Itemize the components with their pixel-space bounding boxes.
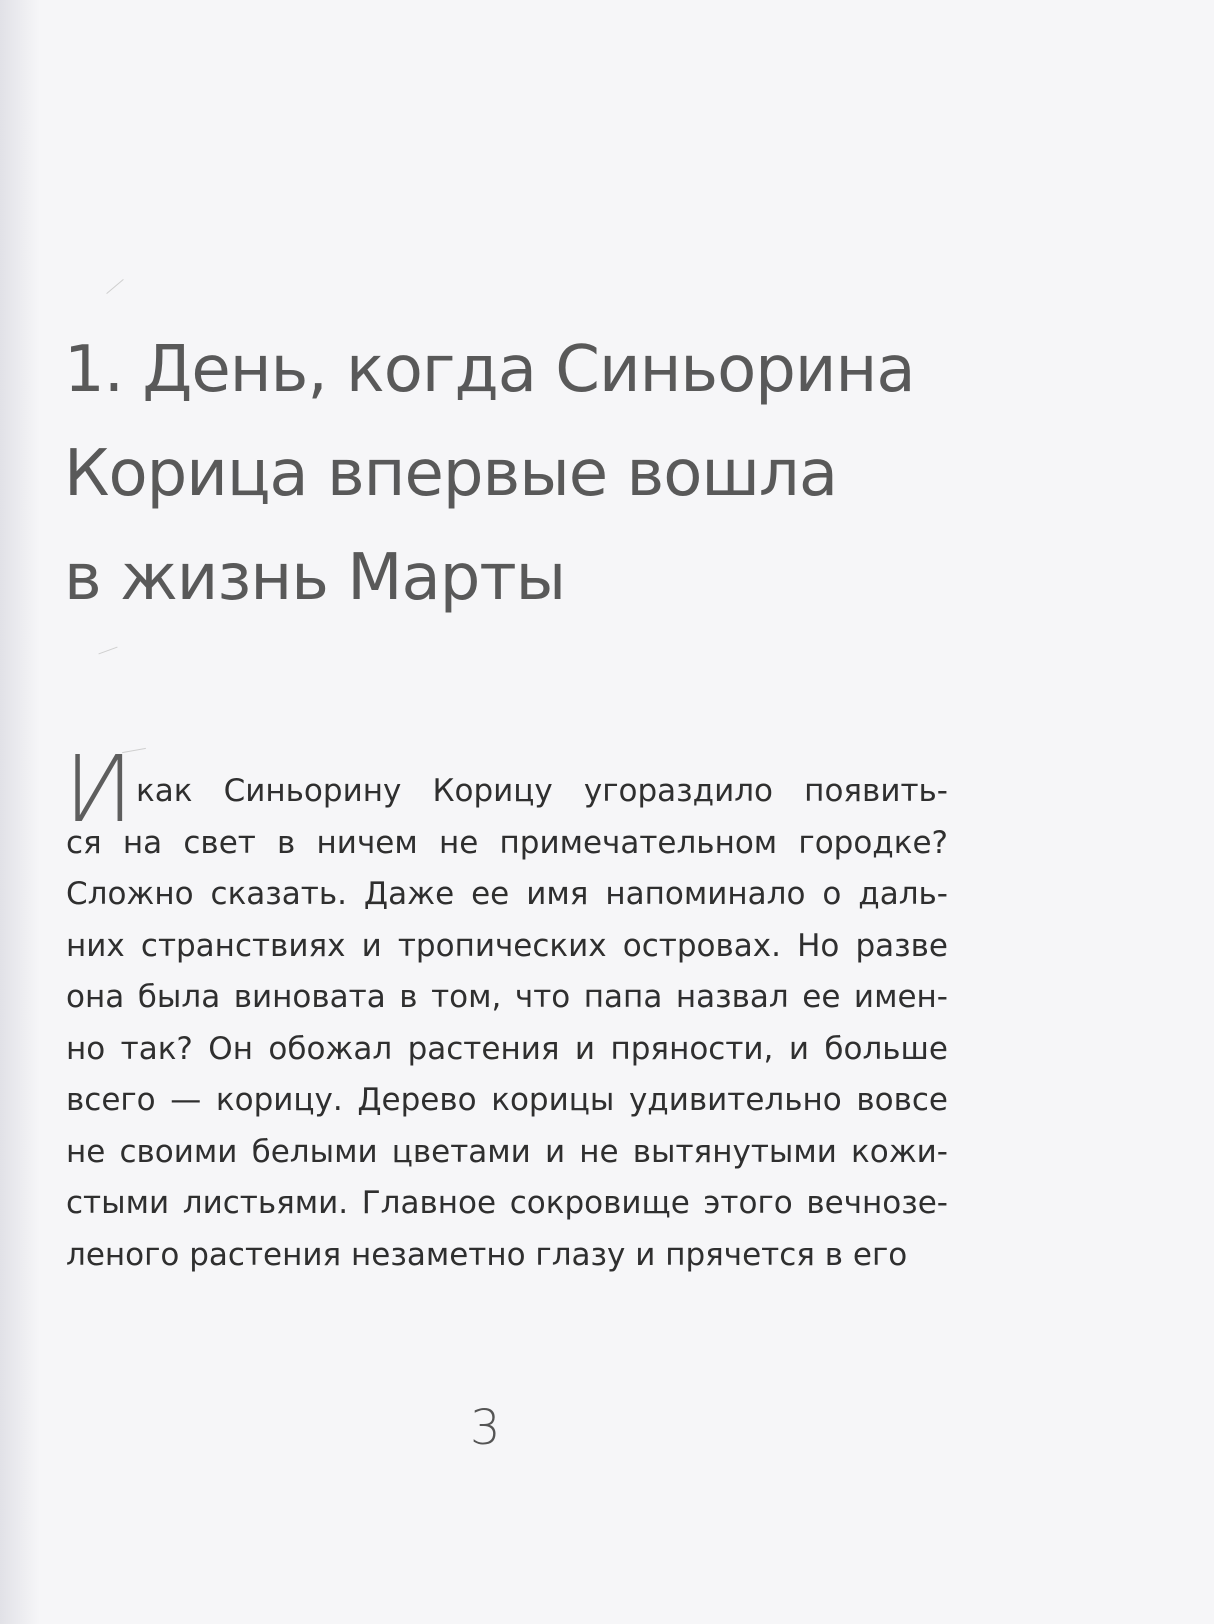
page-gutter-shadow bbox=[0, 0, 40, 1624]
page-number: 3 bbox=[470, 1400, 501, 1456]
body-paragraph bbox=[66, 766, 948, 1281]
decorative-stroke bbox=[106, 279, 123, 294]
text-line: как Синьорину Корицу угораздило появить- bbox=[136, 773, 948, 809]
text-line: них странствиях и тропических островах. Но разве bbox=[66, 927, 948, 964]
text-line: она была виновата в том, что папа назвал ее имен- bbox=[66, 979, 948, 1015]
text-line: всего — корицу. Дерево корицы удивительно вовсе bbox=[66, 1082, 948, 1118]
chapter-title-line: 1. День, когда Синьорина bbox=[64, 333, 915, 407]
drop-cap: И bbox=[64, 736, 134, 843]
text-line: не своими белыми цветами и не вытянутыми кожи- bbox=[66, 1133, 948, 1170]
chapter-title-line: Корица впервые вошла bbox=[64, 437, 838, 511]
text-line: стыми листьями. Главное сокровище этого вечнозе- bbox=[66, 1185, 948, 1221]
decorative-stroke bbox=[98, 647, 117, 655]
text-line: леного растения незаметно глазу и прячется в его bbox=[66, 1236, 908, 1273]
text-line: Сложно сказать. Даже ее имя напоминало о даль- bbox=[66, 876, 948, 912]
chapter-title bbox=[64, 318, 1064, 630]
text-line: ся на свет в ничем не примечательном городке? bbox=[66, 824, 948, 861]
chapter-title-line: в жизнь Марты bbox=[64, 541, 566, 615]
text-line: но так? Он обожал растения и пряности, и больше bbox=[66, 1030, 948, 1067]
